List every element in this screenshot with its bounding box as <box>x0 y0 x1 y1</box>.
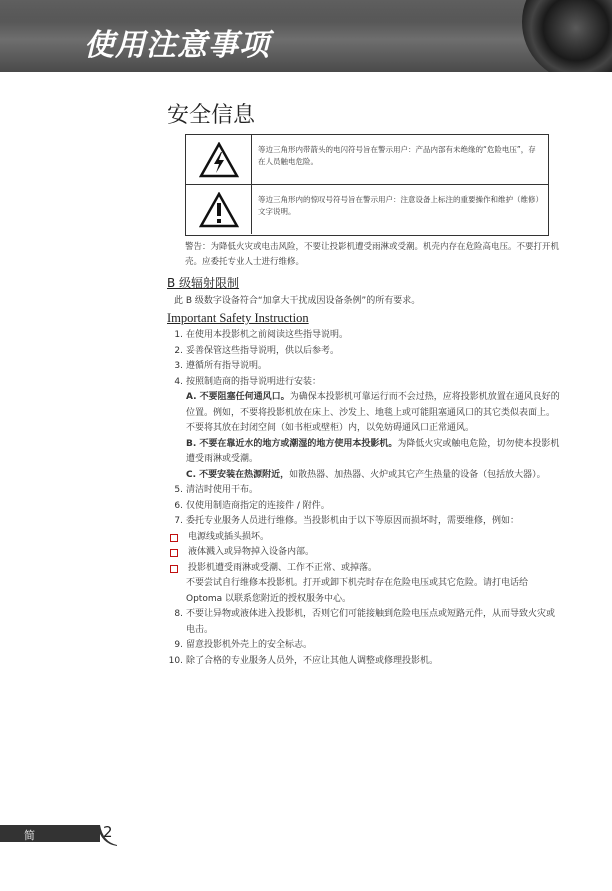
language-label: 简体中文 <box>24 829 35 890</box>
page-number: 2 <box>103 823 113 841</box>
warning-row-lightning <box>186 135 548 185</box>
bullet-item: 液体溅入或异物掉入设备内部。 <box>168 545 563 561</box>
class-b-text: 此 B 级数字设备符合“加拿大干扰成因设备条例”的所有要求。 <box>174 296 421 306</box>
list-item: 8. 不要让异物或液体进入投影机，否则它们可能接触到危险电压点或短路元件，从而导致火灾或电击。 <box>174 609 556 635</box>
caution-note: 警告：为降低火灾或电击风险，不要让投影机遭受雨淋或受潮。机壳内存在危险高电压。不要打开机壳。应委托专业人士进行维修。 <box>185 242 560 267</box>
header-title: 使用注意事项 <box>84 28 270 63</box>
list-item: 2. 妥善保管这些指导说明，供以后参考。 <box>174 345 340 356</box>
list-item: 4. 按照制造商的指导说明进行安装： <box>174 376 322 387</box>
checkbox-bullet-icon <box>170 534 178 542</box>
sub-item-c: C. 不要安装在热源附近，如散热器、加热器、火炉或其它产生热量的设备（包括放大器）。 <box>186 469 546 480</box>
warning-symbols-table <box>185 134 549 236</box>
projector-lens-graphic <box>522 0 612 72</box>
section-title: 安全信息 <box>167 103 256 128</box>
warning-row-exclamation <box>186 185 548 234</box>
lightning-triangle-icon <box>186 135 252 184</box>
list-item: 10. 除了合格的专业服务人员外，不应让其他人调整或修理投影机。 <box>168 655 439 666</box>
header-shine <box>0 0 612 22</box>
safety-instruction-list <box>168 328 563 669</box>
sub-item-a: A. 不要阻塞任何通风口。为确保本投影机可靠运行而不会过热，应将投影机放置在通风良好的位置。例如，不要将投影机放在床上、沙发上、地毯上或可能阻塞通风口的其它类似表面上。不要将其放在封闭空间（如书柜或壁柜）内，以免妨碍通风口正常通风。 <box>186 392 560 433</box>
list-item: 3. 遵循所有指导说明。 <box>174 361 268 371</box>
language-tab <box>0 825 100 842</box>
list-item: 7. 委托专业服务人员进行维修。当投影机由于以下等原因而损坏时，需要维修，例如： <box>174 516 520 526</box>
warning-text-lightning: 等边三角形内带箭头的电闪符号旨在警示用户：产品内部有未绝缘的“危险电压”，存在人员触电危险。 <box>258 145 536 166</box>
warning-text-exclamation: 等边三角形内的惊叹号符号旨在警示用户：注意设备上标注的重要操作和维护（维修）文字说明。 <box>258 195 540 216</box>
service-note: 不要尝试自行维修本投影机。打开或卸下机壳时存在危险电压或其它危险。请打电话给 Optoma 以联系您附近的授权服务中心。 <box>186 578 529 604</box>
safety-instruction-title: Important Safety Instruction <box>167 311 309 325</box>
checkbox-bullet-icon <box>170 549 178 557</box>
class-b-title: B 级辐射限制 <box>167 276 240 290</box>
list-item: 9. 留意投影机外壳上的安全标志。 <box>174 640 313 650</box>
list-item: 5. 清洁时使用干布。 <box>174 485 259 495</box>
list-item: 6. 仅使用制造商指定的连接件 / 附件。 <box>174 500 330 511</box>
checkbox-bullet-icon <box>170 565 178 573</box>
list-item: 1. 在使用本投影机之前阅读这些指导说明。 <box>174 330 349 340</box>
bullet-item: 投影机遭受雨淋或受潮、工作不正常、或掉落。 <box>168 561 563 577</box>
sub-item-b: B. 不要在靠近水的地方或潮湿的地方使用本投影机。为降低火灾或触电危险，切勿使本投影机遭受雨淋或受潮。 <box>186 438 560 464</box>
exclamation-triangle-icon <box>186 185 252 234</box>
page-header <box>0 0 612 72</box>
bullet-item: 电源线或插头损坏。 <box>168 530 563 546</box>
